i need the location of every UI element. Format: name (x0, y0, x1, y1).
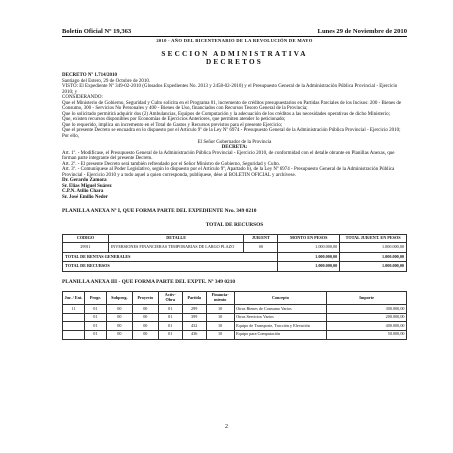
importe-cell: 300.000,00 (327, 305, 407, 314)
total-cell: 1.000.000,00 (340, 262, 407, 272)
total-label: TOTAL DE RENTAS GENERALES (63, 252, 278, 262)
table-cell: 00 (132, 322, 158, 331)
total-cell: 1.000.000,00 (278, 262, 340, 272)
signature-line: Sr. José Emilio Neder (62, 195, 108, 201)
table-cell: 10 (206, 313, 234, 322)
table-cell: 432 (182, 322, 206, 331)
total-cell: 1.000.000,00 (278, 252, 340, 262)
table-cell: 01 (158, 313, 182, 322)
column-header: DETALLE (108, 234, 244, 243)
signature-line: Sr. Elías Miguel Suárez (62, 183, 112, 189)
decree-number: DECRETO Nº 1.714/2010 (62, 73, 118, 78)
table-cell: 00 (106, 330, 132, 339)
column-header: Financia- miento (206, 291, 234, 304)
column-header: Partida (182, 291, 206, 304)
table-cell: 00 (106, 305, 132, 314)
table-header-row (63, 234, 407, 243)
table-cell: 00 (132, 330, 158, 339)
table-cell: 01 (84, 305, 106, 314)
column-header: Progr. (84, 291, 106, 304)
table-cell: 29911 (63, 243, 109, 253)
decree-article: Art. 1º. - Modifícase, el Presupuesto General de la Administración Pública Provincial - Ejercicio 2010, de conformidad con el detalle obrante en Planillas Anexas, que forman parte integrante del presente Decreto. (62, 150, 395, 162)
signature-line: Dr. Gerardo Zamora (62, 178, 107, 184)
decree-paragraph: Que el Ministerio de Gobierno, Seguridad y Culto solicita en el Programa 01, incremento de créditos presupuestarios en Partidas Parciales de los Incisos: 200 - Bienes de Consumo, 300 - Servicios No Personales y 400 - Bienes de Uso, financiados con Recursos Tesoro General de la Provincia; (62, 100, 402, 112)
decreta-heading: DECRETA: (221, 145, 248, 151)
section-title: SECCION ADMINISTRATIVA (161, 50, 308, 58)
decree-article: Art. 3º. - Comuníquese al Poder Legislativo, según lo dispuesto por el Artículo 9º, Apartado b), de la Ley Nº 6974 - Presupuesto General de la Administración Pública Provincial - Ejercicio 2010 y a todo aquel a quien corresponda, publíquese, dése al BOLETIN OFICIAL y archívese. (62, 167, 395, 178)
importe-cell: 50.000,00 (327, 330, 407, 339)
decree-paragraph: Que el presente Decreto se encuadra en lo dispuesto por el Artículo 9º de la Ley Nº 6974 - Presupuesto General de la Administración Pública Provincial - Ejercicio 2010; (62, 128, 401, 134)
table-cell: 01 (84, 330, 106, 339)
table-cell: 10 (206, 322, 234, 331)
table-cell (63, 330, 85, 339)
decree-paragraph: Que lo solicitado permitirá adquirir dos (2) Ambulancias, Equipos de Computación y la adecuación de los créditos a las necesidades operativas de dicho Ministerio; (62, 111, 390, 117)
bulletin-header (62, 28, 407, 35)
table-cell: 00 (244, 243, 278, 253)
table-cell: 1.000.000,00 (278, 243, 340, 253)
column-header: Subprog. (106, 291, 132, 304)
table-cell: 01 (84, 313, 106, 322)
table-cell: 01 (158, 322, 182, 331)
concepto-cell: Otros Bienes de Consumo Varios (234, 305, 327, 314)
column-header: Importe (327, 291, 407, 304)
decree-paragraph: VISTO: El Expediente Nº 349-02-2010 (Glosados Expedientes No. 2013 y 2458-02-2010) y el Presupuesto General de la Administración Pública Provincial - Ejercicio 2010; y (62, 84, 398, 95)
table-cell: 1.000.000,00 (340, 243, 407, 253)
decree-paragraph: Que, existen recursos disponibles por Economías de Ejercicios Anteriores, que permiten atender lo peticionado; (62, 117, 286, 123)
table-cell: 11 (63, 305, 85, 314)
table-cell: 01 (158, 305, 182, 314)
column-header: TOTAL JUR/ENT. EN PESOS (340, 234, 407, 243)
table-row (63, 322, 407, 331)
table-cell: 299 (182, 305, 206, 314)
table-cell (63, 322, 85, 331)
table-cell: 00 (132, 313, 158, 322)
signatures (62, 178, 407, 200)
column-header: Proyecto (132, 291, 158, 304)
table-cell: 00 (106, 322, 132, 331)
total-cell: 1.000.000,00 (340, 252, 407, 262)
table-cell: 399 (182, 313, 206, 322)
table-row (63, 305, 407, 314)
table-cell: 10 (206, 305, 234, 314)
table-row (63, 330, 407, 339)
bulletin-number: Boletín Oficial Nº 19,363 (62, 28, 132, 35)
table-row (63, 243, 407, 253)
decree-paragraph: Por ello, (62, 134, 79, 140)
table-cell: 01 (84, 322, 106, 331)
gastos-table (62, 291, 407, 340)
recursos-table (62, 234, 407, 272)
table-cell: 10 (206, 330, 234, 339)
concepto-cell: Equipo de Transporte, Tracción y Elevación (234, 322, 327, 331)
table-header-row (63, 291, 407, 304)
table-cell: 00 (132, 305, 158, 314)
total-row (63, 252, 407, 262)
column-header: Jur. / Ent. (63, 291, 85, 304)
bulletin-date: Lunes 29 de Noviembre de 2010 (317, 28, 407, 35)
section-subtitle: DECRETOS (205, 58, 263, 66)
column-header: MONTO EN PESOS (278, 234, 340, 243)
table-cell (63, 313, 85, 322)
bicentenary-subtitle: 2010 - AÑO DEL BICENTENARIO DE LA REVOLUCIÓN DE MAYO (156, 38, 313, 43)
total-label: TOTAL DE RECURSOS (63, 262, 278, 272)
concepto-cell: Otros Servicios Varios (234, 313, 327, 322)
total-row (63, 262, 407, 272)
table-cell: 01 (158, 330, 182, 339)
table-cell: INVERSIONES FINANCIERAS TEMPORARIAS DE LARGO PLAZO (108, 243, 244, 253)
header-rule (62, 36, 407, 37)
column-header: JUR/ENT (244, 234, 278, 243)
importe-cell: 400.000,00 (327, 322, 407, 331)
table-cell: 436 (182, 330, 206, 339)
table-row (63, 313, 407, 322)
signature-line: C.P.N. Atilio Chara (62, 189, 104, 195)
governor-line: El Señor Gobernador de la Provincia (197, 139, 272, 145)
column-header: Concepto (234, 291, 327, 304)
planilla-1-heading: PLANILLA ANEXA Nº I, QUE FORMA PARTE DEL EXPEDIENTE Nro. 349 0210 (62, 207, 257, 214)
importe-cell: 200.000,00 (327, 313, 407, 322)
decree-place-date: Santiago del Estero, 29 de Octubre de 2010. (62, 78, 151, 84)
concepto-cell: Equipo para Computación (234, 330, 327, 339)
page-number: 2 (225, 424, 228, 430)
planilla-3-heading: PLANILLA ANEXA III - QUE FORMA PARTE DEL EXPTE. Nº 349 0210 (62, 278, 236, 285)
total-recursos-title: TOTAL DE RECURSOS (205, 221, 264, 228)
column-header: CODIGO (63, 234, 109, 243)
decree-paragraph: CONSIDERANDO: (62, 95, 103, 101)
decree-body (62, 73, 407, 201)
decree-paragraph: Que lo requerido, implica un incremento en el Total de Gastos y Recursos previstos para el presente Ejercicio; (62, 122, 283, 128)
column-header: Activ- Obra (158, 291, 182, 304)
table-cell: 00 (106, 313, 132, 322)
decree-article: Art. 2º. - El presente Decreto será también refrendado por el Señor Ministro de Gobierno, Seguridad y Culto. (62, 161, 281, 167)
